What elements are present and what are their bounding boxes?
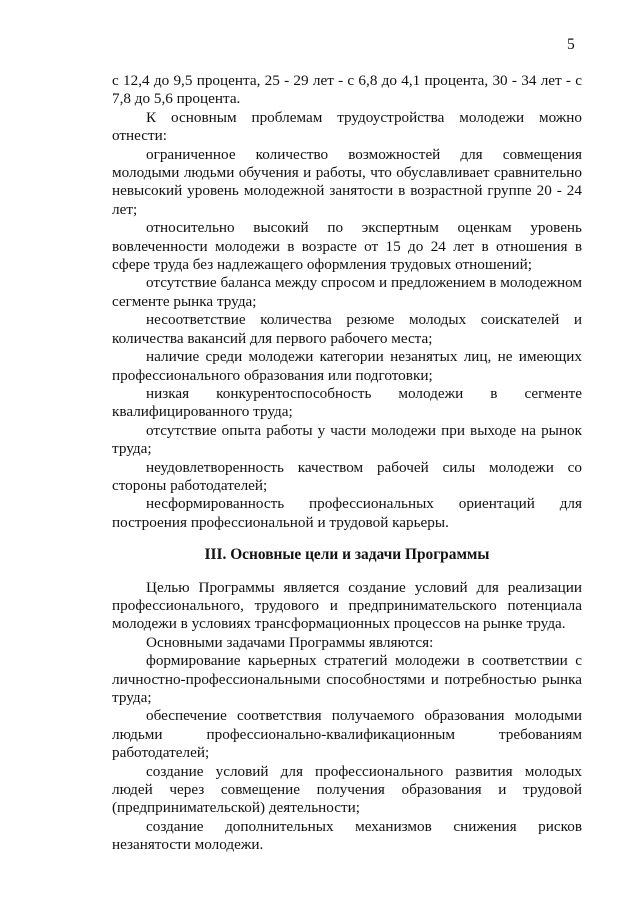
- paragraph: наличие среди молодежи категории незанятых лиц, не имеющих профессионального образования или подготовки;: [112, 348, 582, 384]
- paragraph: Основными задачами Программы являются:: [146, 633, 434, 651]
- paragraph: ограниченное количество возможностей для совмещения молодыми людьми обучения и работы, что обуславливает сравнительно невысокий уровень молодежной занятости в возрастной группе 20 - 24 лет;: [112, 145, 582, 218]
- paragraph: с 12,4 до 9,5 процента, 25 - 29 лет - с 6,8 до 4,1 процента, 30 - 34 лет - с 7,8 до 5,6 процента.: [112, 72, 582, 108]
- document-body: [112, 72, 582, 855]
- paragraph: Целью Программы является создание условий для реализации профессионального, трудового и предпринимательского потенциала молодежи в условиях трансформационных процессов на рынке труда.: [112, 578, 582, 633]
- paragraph: создание дополнительных механизмов снижения рисков незанятости молодежи.: [112, 817, 582, 854]
- paragraphs-block-goals: [112, 579, 582, 855]
- paragraph: несформированность профессиональных ориентаций для построения профессиональной и трудовой карьеры.: [112, 495, 582, 531]
- paragraph: обеспечение соответствия получаемого образования молодыми людьми профессионально-квалификационным требованиям работодателей;: [112, 707, 582, 762]
- paragraph: несоответствие количества резюме молодых соискателей и количества вакансий для первого рабочего места;: [112, 311, 582, 347]
- paragraph: неудовлетворенность качеством рабочей силы молодежи со стороны работодателей;: [112, 458, 582, 494]
- paragraph: К основным проблемам трудоустройства молодежи можно отнести:: [112, 108, 582, 145]
- paragraph: отсутствие опыта работы у части молодежи при выходе на рынок труда;: [112, 421, 582, 458]
- paragraph: относительно высокий по экспертным оценкам уровень вовлеченности молодежи в возрасте от 15 до 24 лет в отношения в сфере труда без надлежащего оформления трудовых отношений;: [112, 219, 582, 274]
- paragraph: низкая конкурентоспособность молодежи в сегменте квалифицированного труда;: [112, 384, 582, 421]
- page-number: 5: [567, 36, 575, 53]
- paragraph: создание условий для профессионального развития молодых людей через совмещение получения образования и трудовой (предпринимательской) деятельности;: [112, 762, 582, 817]
- paragraph: формирование карьерных стратегий молодежи в соответствии с личностно-профессиональными способностями и потребностью рынка труда;: [112, 652, 582, 706]
- paragraphs-block-problems: [112, 72, 582, 532]
- paragraph: отсутствие баланса между спросом и предложением в молодежном сегменте рынка труда;: [112, 274, 582, 310]
- section-heading: III. Основные цели и задачи Программы: [204, 546, 490, 564]
